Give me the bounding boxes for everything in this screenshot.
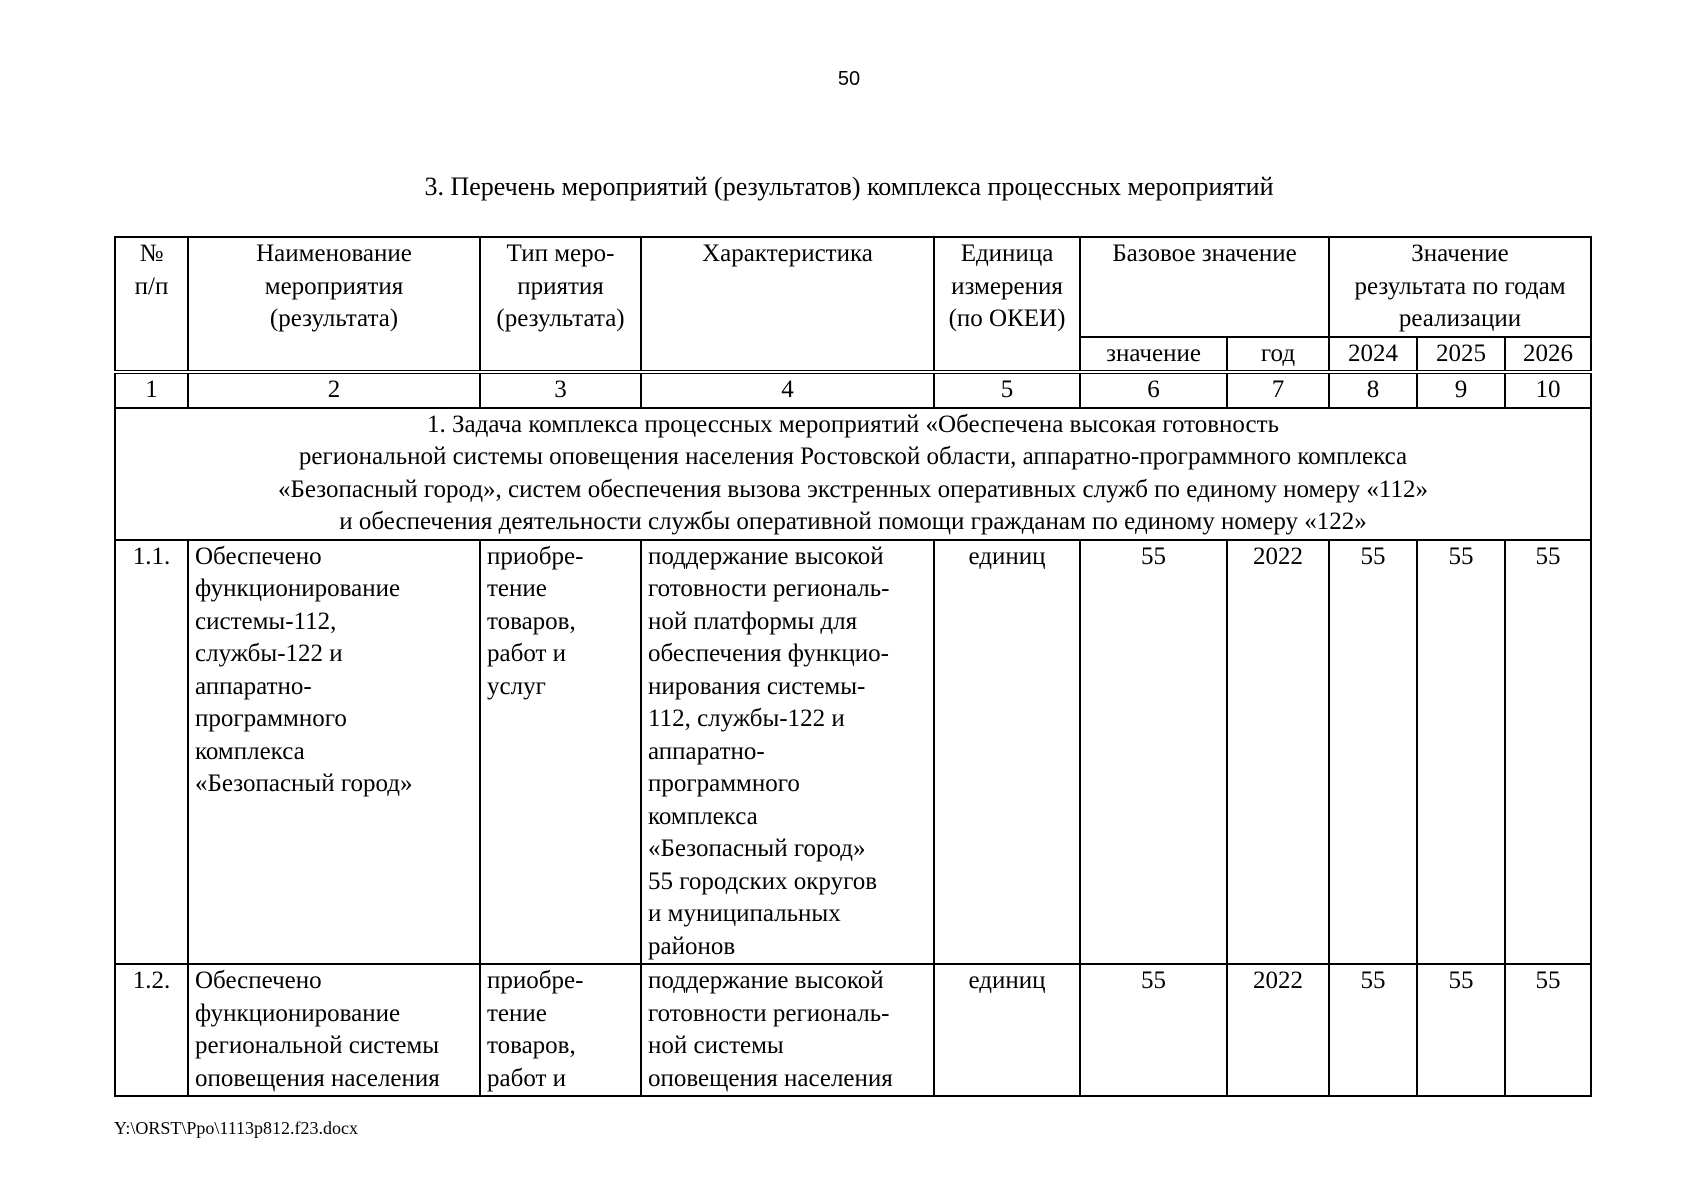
- page-number: 50: [837, 68, 861, 90]
- column-number: 5: [934, 372, 1080, 408]
- header-base: Базовое значение: [1080, 237, 1329, 337]
- footer-file-path: Y:\ORST\Ppo\1113p812.f23.docx: [114, 1118, 359, 1138]
- table-row: [115, 964, 1591, 1096]
- header-year-2026: 2026: [1505, 337, 1591, 373]
- row-value-2024: 55: [1329, 540, 1417, 965]
- row-base-value: 55: [1080, 964, 1227, 1096]
- header-base-year: год: [1227, 337, 1329, 373]
- measures-table: [114, 236, 1592, 1097]
- column-number: 4: [641, 372, 934, 408]
- task-description: 1. Задача комплекса процессных мероприятий «Обеспечена высокая готовность региональной системы оповещения населения Ростовской области, аппаратно-программного комплекса «Безопасный город», систем обеспечения вызова экстренных оперативных служб по единому номеру «112» и обеспечения деятельности службы оперативной помощи гражданам по единому номеру «122»: [115, 408, 1591, 540]
- table-row: [115, 540, 1591, 965]
- row-value-2024: 55: [1329, 964, 1417, 1096]
- header-year-2025: 2025: [1417, 337, 1505, 373]
- row-base-year: 2022: [1227, 540, 1329, 965]
- column-numbers-row: [115, 372, 1591, 408]
- row-name: Обеспечено функционирование региональной системы оповещения населения: [188, 964, 480, 1096]
- row-value-2025: 55: [1417, 540, 1505, 965]
- row-type: приобре- тение товаров, работ и услуг: [480, 540, 641, 965]
- header-num: № п/п: [115, 237, 188, 372]
- header-unit: Единица измерения (по ОКЕИ): [934, 237, 1080, 372]
- row-num: 1.1.: [115, 540, 188, 965]
- column-number: 2: [188, 372, 480, 408]
- row-type: приобре- тение товаров, работ и: [480, 964, 641, 1096]
- row-unit: единиц: [934, 964, 1080, 1096]
- row-value-2026: 55: [1505, 964, 1591, 1096]
- header-year-2024: 2024: [1329, 337, 1417, 373]
- column-number: 10: [1505, 372, 1591, 408]
- row-value-2026: 55: [1505, 540, 1591, 965]
- task-row: [115, 408, 1591, 540]
- column-number: 1: [115, 372, 188, 408]
- column-number: 6: [1080, 372, 1227, 408]
- row-characteristic: поддержание высокой готовности региональ- ной платформы для обеспечения функцио- нирования системы- 112, службы-122 и аппаратно- программного комплекса «Безопасный город» 55 городских округов и муниципальных районов: [641, 540, 934, 965]
- header-characteristic: Характеристика: [641, 237, 934, 372]
- row-value-2025: 55: [1417, 964, 1505, 1096]
- row-unit: единиц: [934, 540, 1080, 965]
- column-number: 7: [1227, 372, 1329, 408]
- header-values-by-year: Значение результата по годам реализации: [1329, 237, 1591, 337]
- header-row: [115, 237, 1591, 337]
- header-base-value: значение: [1080, 337, 1227, 373]
- column-number: 9: [1417, 372, 1505, 408]
- header-type: Тип меро- приятия (результата): [480, 237, 641, 372]
- header-name: Наименование мероприятия (результата): [188, 237, 480, 372]
- row-base-year: 2022: [1227, 964, 1329, 1096]
- column-number: 3: [480, 372, 641, 408]
- section-title: 3. Перечень мероприятий (результатов) комплекса процессных мероприятий: [424, 172, 1274, 201]
- row-base-value: 55: [1080, 540, 1227, 965]
- row-characteristic: поддержание высокой готовности региональ- ной системы оповещения населения: [641, 964, 934, 1096]
- column-number: 8: [1329, 372, 1417, 408]
- row-name: Обеспечено функционирование системы-112, службы-122 и аппаратно- программного комплекса «Безопасный город»: [188, 540, 480, 965]
- row-num: 1.2.: [115, 964, 188, 1096]
